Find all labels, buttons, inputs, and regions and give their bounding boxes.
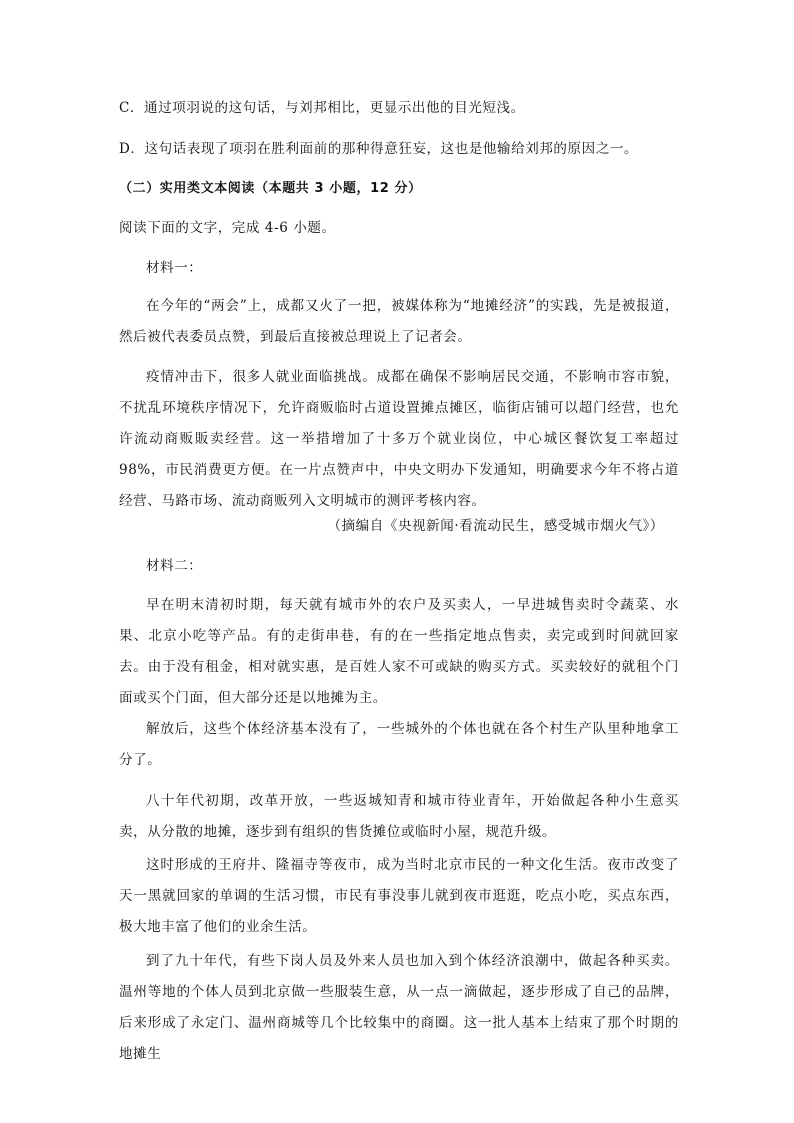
instruction-text: 阅读下面的文字，完成 4-6 小题。 [119, 220, 336, 236]
material1-label: 材料一： [146, 260, 203, 276]
option-d: D．这句话表现了项羽在胜利面前的那种得意狂妄，这也是他输给刘邦的原因之一。 [119, 141, 639, 157]
material2-paragraph: 这时形成的王府井、隆福寺等夜市，成为当时北京市民的一种文化生活。夜市改变了天一黑就回家的单调的生活习惯，市民有事没事儿就到夜市逛逛，吃点小吃，买点东西，极大地丰富了他们的业余生活。 [119, 857, 679, 935]
material1-paragraph: 在今年的“两会”上，成都又火了一把，被媒体称为“地摊经济”的实践，先是被报道，然后被代表委员点赞，到最后直接被总理说上了记者会。 [119, 298, 679, 345]
material2-label: 材料二： [146, 558, 203, 574]
material1-paragraph: 疫情冲击下，很多人就业面临挑战。成都在确保不影响居民交通，不影响市容市貌，不扰乱环境秩序情况下，允许商贩临时占道设置摊点摊区，临街店铺可以超门经营，也允许流动商贩販卖经营。这一举措增加了十多万个就业岗位，中心城区餐饮复工率超过98%，市民消费更方便。在一片点赞声中，中央文明办下发通知，明确要求今年不将占道经营、马路市场、流动商贩列入文明城市的测评考核内容。 [119, 369, 679, 509]
material2-paragraph: 到了九十年代，有些下岗人员及外来人员也加入到个体经济浪潮中，做起各种买卖。温州等地的个体人员到北京做一些服装生意，从一点一滴做起，逐步形成了自己的品牌，后来形成了永定门、温州商城等几个比较集中的商圈。这一批人基本上结束了那个时期的地摊生 [119, 953, 679, 1062]
material2-paragraph: 早在明末清初时期，每天就有城市外的农户及买卖人，一早进城售卖时令蔬菜、水果、北京小吃等产品。有的走街串巷，有的在一些指定地点售卖，卖完或到时间就回家去。由于没有租金，相对就实惠，是百姓人家不可或缺的购买方式。买卖较好的就租个门面或买个门面，但大部分还是以地摊为主。 [119, 597, 679, 706]
option-c: C．通过项羽说的这句话，与刘邦相比，更显示出他的目光短浅。 [119, 100, 525, 116]
material2-paragraph: 八十年代初期，改革开放，一些返城知青和城市待业青年，开始做起各种小生意买卖，从分散的地摊，逐步到有组织的售货摊位或临时小屋，规范升级。 [119, 793, 679, 840]
material1-source: （摘编自《央视新闻·看流动民生，感受城市烟火气》） [327, 518, 664, 534]
material2-paragraph: 解放后，这些个体经济基本没有了，一些城外的个体也就在各个村生产队里种地拿工分了。 [119, 721, 679, 768]
section-heading: （二）实用类文本阅读（本题共 3 小题，12 分） [119, 181, 422, 196]
